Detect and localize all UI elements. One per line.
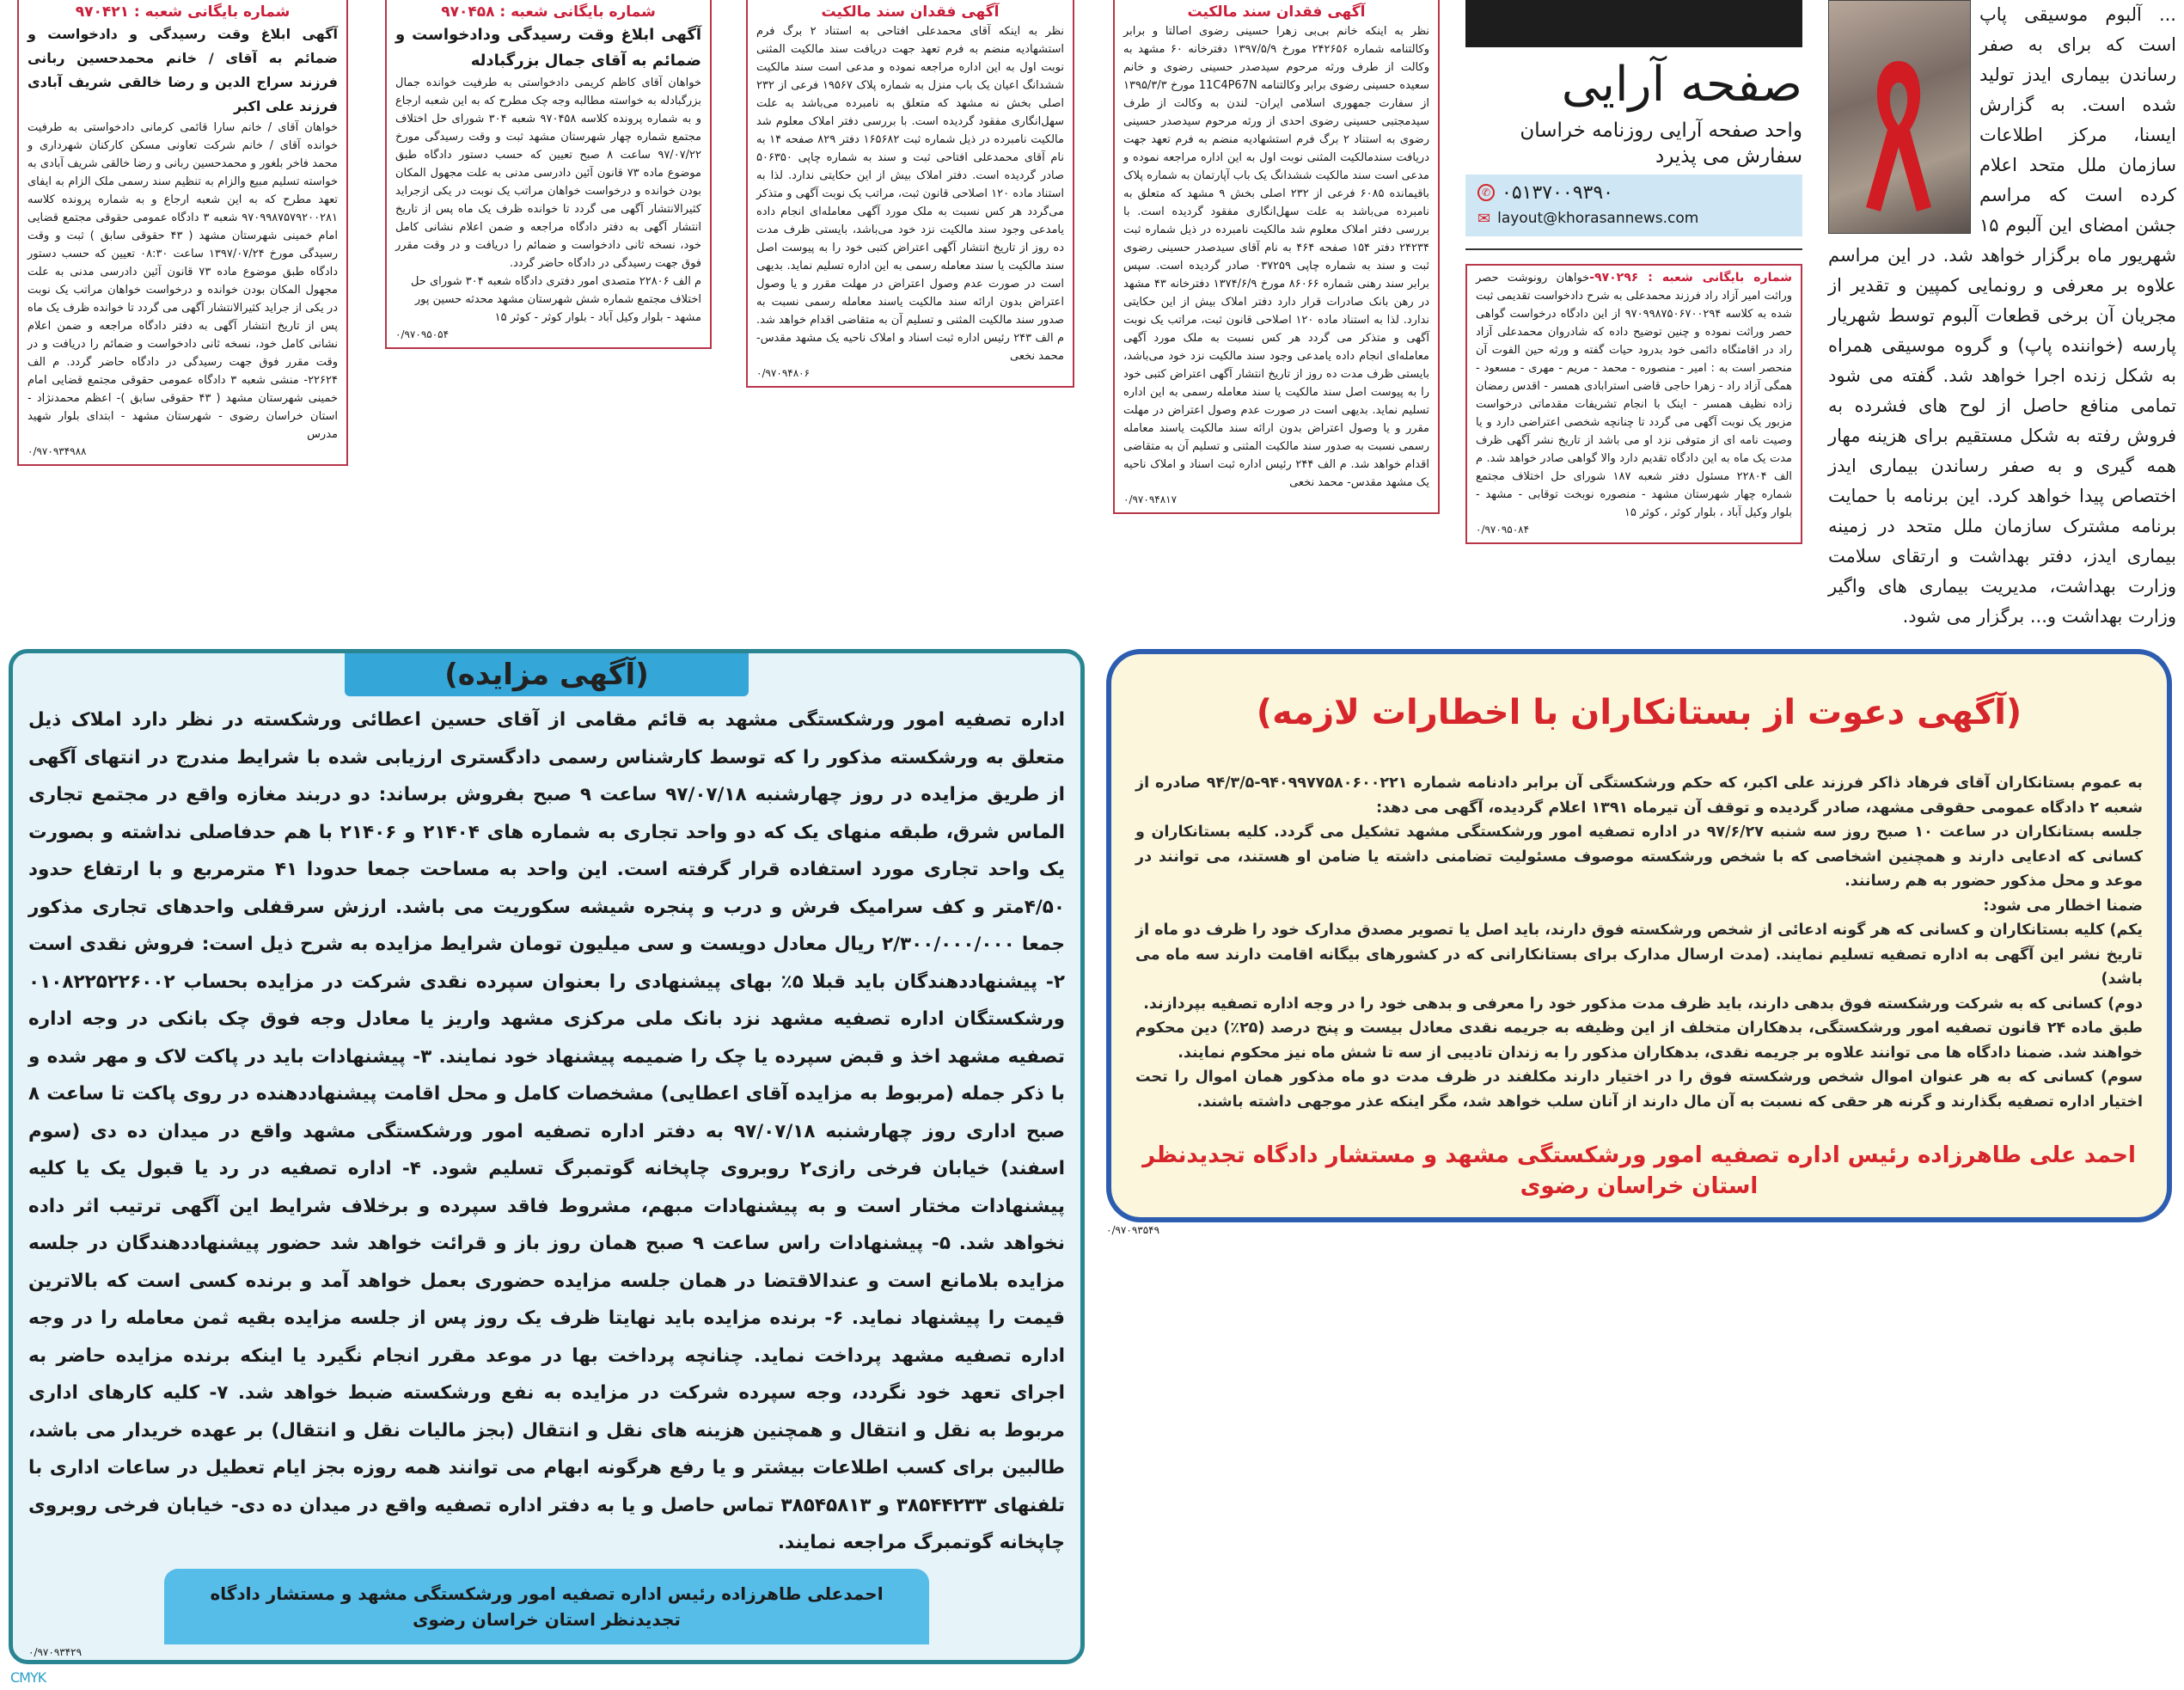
notice-header: شماره بایگانی شعبه : ۹۷۰۴۵۸ xyxy=(441,3,656,21)
notice-code: ۰/۹۷۰۹۵۰۸۴ xyxy=(1476,524,1530,536)
notice-body: خواهان رونوشت حصر وراثت امیر آزاد راد فرزند محمدعلی به شرح دادخواست تقدیمی ثبت شده به کلاسه ۹۷۰۹۹۸۷۵۰۶۷۰۰۲۹۴ از این دادگاه درخواست گواهی حصر وراثت نموده و چنین توضیح داده که شادروان محمدعلی آزاد راد در اقامتگاه دائمی خود بدرود حیات گفته و ورثه حین الفوت آن منحصر است به : امیر - منصوره - محمد - مریم - مهری - مسعود - همگی آزاد راد - زهرا حاجی قاضی استرابادی همسر - اقدس رمضان زاده نظیف همسر - اینک با انجام تشریفات مقدماتی درخواست مزبور یک نوبت آگهی می گردد تا چنانچه شخصی اعتراضی دارد و یا وصیت نامه ای از متوفی نزد او می باشد از تاریخ نشر آگهی ظرف مدت یک ماه به این دادگاه تقدیم دارد والا گواهی صادر خواهد شد. م الف ۲۲۸۰۴ مسئول دفتر شعبه ۱۸۷ شورای حل اختلاف مجتمع شماره چهار شهرستان مشهد - منصوره نوبخت توقابی - مشهد - بلوار وکیل آباد ، بلوار کوثر ، کوثر ۱۵ xyxy=(1476,272,1793,519)
creditors-invitation-notice xyxy=(1106,649,2172,1222)
aids-ribbon-photo xyxy=(1828,0,1971,234)
auction-signature: احمدعلی طاهرزاده رئیس اداره تصفیه امور ورشکستگی مشهد و مستشار دادگاه تجدیدنظر استان خراسان رضوی xyxy=(164,1569,929,1644)
phone-row xyxy=(1477,180,1790,205)
creditors-wrapper xyxy=(1106,649,2172,1238)
notice-code: ۰/۹۷۰۹۵۰۵۴ xyxy=(395,328,450,340)
promo-column xyxy=(1465,0,1802,544)
notice-code: ۰/۹۷۰۹۴۸۰۶ xyxy=(756,367,811,379)
promo-line-2: سفارش می پذیرد xyxy=(1655,145,1802,168)
creditors-body xyxy=(1135,771,2143,1114)
notice-code: ۰/۹۷۰۹۳۴۹۸۸ xyxy=(28,445,87,457)
auction-title: (آگهی مزایده) xyxy=(345,653,749,696)
legal-notice-970458 xyxy=(385,0,712,349)
notice-text xyxy=(1476,269,1792,522)
notice-body: نظر به اینکه آقای محمدعلی افتاحی به استناد ۲ برگ فرم استشهادیه منضم به فرم تعهد جهت دریافت سند مالکیت المثنی نوبت اول به این اداره مراجعه نموده و مدعی است سند مالکیت ششدانگ اعیان یک باب منزل به شماره پلاک ۱۹۵۶۷ فرعی از ۲۳۲ اصلی بخش نه مشهد که متعلق به نامبرده می‌باشد به علت سهل‌انگاری مفقود گردیده است. با بررسی دفتر املاک معلوم شد مالکیت نامبرده در ذیل شماره ثبت ۱۶۵۶۸۲ دفتر ۸۲۹ صفحه ۱۴ به نام آقای محمدعلی افتاحی ثبت و سند به شماره چاپی ۵۰۶۳۵۰ صادر گردیده است. دفتر املاک بیش از این حکایتی ندارد. لذا به استناد ماده ۱۲۰ اصلاحی قانون ثبت، مراتب یک نوبت آگهی و متذکر می‌گردد هر کس نسبت به ملک مورد آگهی معامله‌ای انجام داده یامدعی وجود سند مالکیت نزد خود می‌باشد، بایستی ظرف مدت ده روز از تاریخ انتشار آگهی اعتراض کتبی خود را به پیوست اصل سند مالکیت یا سند معامله رسمی به این اداره تسلیم نماید. بدیهی است در صورت عدم وصول اعتراض در مهلت مقرر و یا وصول اعتراض بدون ارائه سند مالکیت یاسند معامله رسمی نسبت به صدور سند مالکیت المثنی و تسلیم آن به متقاضی اقدام خواهد شد. م الف ۲۴۳ رئیس اداره ثبت اسناد و املاک ناحیه یک مشهد مقدس- محمد نخعی xyxy=(756,25,1065,363)
creditors-paragraph: سوم) کسانی که به هر عنوان اموال شخص ورشکسته فوق را در اختیار دارند مکلفند در ظرف مدت دو ماه مذکور همان اموال را تحت اختیار اداره تصفیه بگذارند و گرنه هر حقی که نسبت به آن مال دارند از آنان سلب خواهد شد، مگر اینکه عذر موجهی داشته باشند. xyxy=(1135,1068,2143,1111)
top-row xyxy=(0,0,2184,632)
promo-email[interactable]: layout@khorasannews.com xyxy=(1497,210,1699,227)
bottom-row xyxy=(0,632,2184,1664)
creditors-paragraph: طبق ماده ۲۴ قانون تصفیه امور ورشکستگی، بدهکاران متخلف از این وظیفه به جریمه نقدی معادل بیست و پنج درصد (۲۵٪) دین محکوم خواهند شد. ضمنا دادگاه ها می توانند علاوه بر جریمه نقدی، بدهکاران مذکور را به زندان تادیبی از سه تا شش ماه نیز محکوم نمایند. xyxy=(1135,1020,2143,1062)
promo-phone[interactable]: ۰۵۱۳۷۰۰۹۳۹۰ xyxy=(1502,181,1613,204)
creditors-paragraph: جلسه بستانکاران در ساعت ۱۰ صبح روز سه شنبه ۹۷/۶/۲۷ در اداره تصفیه امور ورشکستگی مشهد تشکیل می گردد. کلیه بستانکاران و کسانی که ادعایی دارند و همچنین اشخاصی که با شخص ورشکسته موصوف مسئولیت تضامنی داشته یا ضامن او هستند، می توانند در موعد و محل مذکور حضور به هم رسانند. xyxy=(1135,824,2143,890)
notice-header: آگهی فقدان سند مالکیت xyxy=(1187,3,1366,21)
creditors-paragraph: یکم) کلیه بستانکاران و کسانی که هر گونه ادعائی از شخص ورشکسته فوق دارند، باید اصل یا تصویر مصدق مدارک خود را ظرف دو ماه از تاریخ نشر این آگهی به اداره تصفیه تسلیم نمایند. (مدت ارسال مدارک برای بستانکارانی که در کشورهای بیگانه اقامت دارند سه ماه می باشد) xyxy=(1135,922,2143,988)
creditors-paragraph: به عموم بستانکاران آقای فرهاد ذاکر فرزند علی اکبر، که حکم ورشکستگی آن برابر دادنامه شماره ۹۴۰۹۹۷۷۵۸۰۶۰۰۲۲۱-۹۴/۳/۵ صادره از شعبه ۲ دادگاه عمومی حقوقی مشهد، صادر گردیده و توقف آن تیرماه ۱۳۹۱ اعلام گردیده، آگهی می دهد: xyxy=(1135,775,2143,817)
auction-body: اداره تصفیه امور ورشکستگی مشهد به قائم مقامی از آقای حسین اعطائی ورشکسته در نظر دارد املاک ذیل متعلق به ورشکسته مذکور را که توسط کارشناس رسمی دادگستری ارزیابی شده با شرایط مندرج در انتهای آگهی از طریق مزایده در روز چهارشنبه ۹۷/۰۷/۱۸ ساعت ۹ صبح بفروش برساند: دو دربند مغازه واقع در مجتمع تجاری الماس شرق، طبقه منهای یک که دو واحد تجاری به شماره های ۲۱۴۰۴ و ۲۱۴۰۶ با هم حدفاصلی نداشته و بصورت یک واحد تجاری مورد استفاده قرار گرفته است. این واحد به مساحت جمعا حدودا ۴۱ مترمربع و با ارتفاع حدود ۴/۵۰متر و کف سرامیک فرش و درب و پنجره شیشه سکوریت می باشد. ارزش سرقفلی واحدهای تجاری مذکور جمعا ۲/۳۰۰/۰۰۰/۰۰۰ ریال معادل دویست و سی میلیون تومان شرایط مزایده به شرح ذیل است: فروش نقدی است ۲- پیشنهاددهندگان باید قبلا ۵٪ بهای پیشنهادی را بعنوان سپرده نقدی شرکت در مزایده بحساب ۰۱۰۸۲۲۵۲۲۶۰۰۲ ورشکستگان اداره تصفیه مشهد نزد بانک ملی مرکزی مشهد واریز یا معادل وجه فوق چک بانکی در وجه اداره تصفیه مشهد اخذ و قبض سپرده یا چک را ضمیمه پیشنهاد خود نمایند. ۳- پیشنهادات باید در پاکت لاک و مهر شده و با ذکر جمله (مربوط به مزایده آقای اعطایی) مشخصات کامل و محل اقامت پیشنهاددهنده در روی پاکت تا ساعت ۸ صبح اداری روز چهارشنبه ۹۷/۰۷/۱۸ به دفتر اداره تصفیه امور ورشکستگی مشهد واقع در میدان ده دی (سوم اسفند) خیابان فرخی رازی۲ روبروی چاپخانه گوتمبرگ تسلیم شود. ۴- اداره تصفیه در رد یا قبول یک یا کلیه پیشنهادات مختار است و به پیشنهادات مبهم، مشروط فاقد سپرده و برخلاف شرایط این آگهی ترتیب اثر داده نخواهد شد. ۵- پیشنهادات راس ساعت ۹ صبح همان روز باز و قرائت خواهد شد حضور پیشنهاددهندگان در جلسه مزایده بلامانع است و عندالاقتضا در همان جلسه مزایده حضوری بعمل خواهد آمد و برنده کسی است که بالاترین قیمت را پیشنهاد نماید. ۶- برنده مزایده باید نهایتا ظرف یک روز پس از جلسه مزایده بقیه ثمن معامله را در وجه اداره تصفیه مشهد پرداخت نماید. چنانچه پرداخت بها در موعد مقرر انجام نگیرد یا اینکه برنده مزایده حاضر به اجرای تعهد خود نگردد، وجه سپرده شرکت در مزایده به نفع ورشکسته ضبط خواهد شد. ۷- کلیه کارهای اداری مربوط به نقل و انتقال و همچنین هزینه های نقل و انتقال (بجز مالیات نقل و انتقال) بر عهده خریدار می باشد، طالبین برای کسب اطلاعات بیشتر و یا رفع هرگونه ابهام می توانند همه روزه بجز ایام تعطیل در ساعات اداری با تلفنهای ۳۸۵۴۴۲۳۳ و ۳۸۵۴۵۸۱۳ تماس حاصل و یا به دفتر اداره تصفیه واقع در میدان ده دی- خیابان فرخی روبروی چاپخانه گوتمبرگ مراجعه نمایند. xyxy=(28,709,1066,1553)
creditors-paragraph: دوم) کسانی که به شرکت ورشکسته فوق بدهی دارند، باید ظرف مدت مذکور خود را معرفی و بدهی خود را در وجه اداره تصفیه بپردازند. xyxy=(1143,995,2143,1013)
notice-body: خواهان آقای کاظم کریمی دادخواستی به طرفیت خوانده جمال بزرگبادله به خواسته مطالبه وجه چک مطرح که به این شعبه ارجاع و به شماره پرونده کلاسه ۹۷۰۴۵۸ شعبه ۳۰۴ شورای حل اختلاف مجتمع شماره چهار شهرستان مشهد ثبت و وقت رسیدگی مورخ ۹۷/۰۷/۲۲ ساعت ۸ صبح تعیین که حسب دستور دادگاه طبق موضوع ماده ۷۳ قانون آئین دادرسی مدنی به علت مجهول المکان بودن خوانده و درخواست خواهان مراتب یک نوبت در یکی ازجراید کثیرالانتشار آگهی می گردد تا خوانده ظرف یک ماه پس از تاریخ انتشار آگهی به دفتر دادگاه مراجعه و ضمن اعلام نشانی کامل خود، نسخه ثانی دادخواست و ضمائم را دریافت و در وقت مقرر فوق جهت رسیدگی در دادگاه حاضر گردد. xyxy=(395,77,701,270)
phone-icon: ✆ xyxy=(1477,184,1495,201)
email-row xyxy=(1477,205,1790,231)
inheritance-notice-970296 xyxy=(1465,264,1802,544)
creditors-paragraph: ضمنا اخطار می شود: xyxy=(1983,897,2143,915)
promo-line-1: واحد صفحه آرایی روزنامه خراسان xyxy=(1520,119,1802,142)
notice-body: خواهان آقای / خانم سارا قائمی کرمانی دادخواستی به طرفیت خوانده آقای / خانم شرکت تعاونی مسکن کارکنان شهرداری و محمد فاخر بلغور و محمدحسین ربانی و رضا خالقی شریف آبادی به خواسته تسلیم مبیع والزام به تنظیم سند رسمی ملک الزام به ایفای تعهد مطرح که به این شعبه ارجاع و به شماره پرونده کلاسه ۹۷۰۹۹۸۷۵۷۹۲۰۰۲۸۱ شعبه ۳ دادگاه عمومی حقوقی مجتمع قضایی امام خمینی شهرستان مشهد ( ۴۳ حقوقی سابق ) ثبت و وقت رسیدگی مورخ ۱۳۹۷/۰۷/۲۴ ساعت ۰۸:۳۰ تعیین که حسب دستور دادگاه طبق موضوع ماده ۷۳ قانون آئین دادرسی مدنی به علت مجهول المکان بودن خوانده و درخواست خواهان مراتب یک نوبت در یکی از جراید کثیرالانتشار آگهی می گردد تا خوانده ظرف یک ماه پس از تاریخ انتشار آگهی به دفتر دادگاه مراجعه و ضمن اعلام نشانی کامل خود، نسخه ثانی دادخواست و ضمائم را دریافت و در وقت مقرر فوق جهت رسیدگی در دادگاه حاضر گردد. م الف ۲۲۶۲۴- منشی شعبه ۳ دادگاه عمومی حقوقی مجتمع قضایی امام خمینی شهرستان مشهد ( ۴۳ حقوقی سابق )- اعظم محمدنژاد - استان خراسان رضوی - شهرستان مشهد - ابتدای بلوار شهید مدرس xyxy=(28,121,339,441)
legal-notice-970421 xyxy=(17,0,348,466)
notice-header: شماره بایگانی شعبه : ۹۷۰۲۹۶- xyxy=(1589,271,1792,285)
notice-header: آگهی فقدان سند مالکیت xyxy=(821,3,1000,21)
creditors-signature: احمد علی طاهرزاده رئیس اداره تصفیه امور ورشکستگی مشهد و مستشار دادگاه تجدیدنظر استان خراسان رضوی xyxy=(1142,1142,2136,1199)
notice-code: ۰/۹۷۰۹۴۸۱۷ xyxy=(1123,493,1178,505)
auction-notice xyxy=(9,649,1085,1664)
divider xyxy=(1465,248,1802,250)
black-banner xyxy=(1465,0,1802,47)
article-side-text: ... آلبوم موسیقی پاپ است که برای به صفر رساندن بیماری ایدز تولید شده است. به گزارش ایسنا، مرکز اطلاعات سازمان ملل متحد اعلام کرده است که مراسم جشن امضای این آلبوم ۱۵ شهریور ماه برگزار خواهد xyxy=(1979,4,2176,266)
notice-header: شماره بایگانی شعبه : ۹۷۰۴۲۱ xyxy=(75,3,291,21)
creditors-code: ۰/۹۷۰۹۳۵۴۹ xyxy=(1106,1224,1160,1236)
cmyk-print-mark: CMYK xyxy=(10,1669,46,1686)
notice-body: نظر به اینکه خانم بی‌بی زهرا حسینی رضوی اصالتا و برابر وکالتنامه شماره ۲۴۲۶۵۶ مورخ ۱۳۹۷/۵/۹ دفترخانه ۶۰ مشهد به وکالت از طرف ورثه مرحوم سیدصدر حسینی رضوی و خانم سعیده حسینی رضوی برابر وکالتنامه 11C4P67N مورخ ۱۳۹۵/۳/۳ از سفارت جمهوری اسلامی ایران- لندن به وکالت از طرف سیدمجتبی حسینی رضوی احدی از ورثه مرحوم سیدصدر حسینی رضوی به استناد ۲ برگ فرم استشهادیه منضم به فرم تعهد جهت دریافت سندمالکیت المثنی نوبت اول به این اداره مراجعه نموده و مدعی است سند مالکیت ششدانگ یک باب آپارتمان به شماره پلاک باقیمانده ۶۰۸۵ فرعی از ۲۳۲ اصلی بخش ۹ مشهد که متعلق به نامبرده می‌باشد به علت سهل‌انگاری مفقود گردیده است. با بررسی دفتر املاک معلوم شد مالکیت نامبرده در ذیل شماره ثبت ۲۴۲۳۴ دفتر ۱۵۴ صفحه ۴۶۴ به نام آقای سیدصدر حسینی رضوی ثبت و سند به شماره چاپی ۰۳۷۲۵۹ صادر گردیده است. سپس برابر سند رهنی شماره ۸۶۰۶۶ مورخ ۱۳۷۴/۶/۹ دفترخانه ۴۳ مشهد در رهن بانک صادرات قرار دارد دفتر املاک بیش از این حکایتی ندارد. لذا به استناد ماده ۱۲۰ اصلاحی قانون ثبت، مراتب یک نوبت آگهی و متذکر می گردد هر کس نسبت به ملک مورد آگهی معامله‌ای انجام داده یامدعی وجود سند مالکیت نزد خود می‌باشد، بایستی ظرف مدت ده روز از تاریخ انتشار آگهی اعتراض کتبی خود را به پیوست اصل سند مالکیت یا سند معامله رسمی به این اداره تسلیم نماید. بدیهی است در صورت عدم وصول اعتراض در مهلت مقرر و یا وصول اعتراض بدون ارائه سند مالکیت یاسند معامله رسمی نسبت به صدور سند مالکیت المثنی و تسلیم آن به متقاضی اقدام خواهد شد. م الف ۲۴۴ رئیس اداره ثبت اسناد و املاک ناحیه یک مشهد مقدس- محمد نخعی xyxy=(1123,25,1430,489)
creditors-title: (آگهی دعوت از بستانکاران با اخطارات لازمه) xyxy=(1256,693,2022,732)
article-body: شد. در این مراسم علاوه بر معرفی و رونمایی کمپین و تقدیر از مجریان آن برخی قطعات آلبوم توسط شهریار پارسه (خواننده پاپ) و گروه موسیقی همراه به شکل زنده اجرا خواهد شد. گفته می شود تمامی منافع حاصل از لوح های فشرده به فروش رفته به شکل مستقیم برای هزینه مهار همه گیری و به صفر رساندن بیماری ایدز اختصاص پیدا خواهد کرد. این برنامه با حمایت برنامه مشترک سازمان ملل متحد در زمینه بیماری ایدز، دفتر بهداشت و ارتقای سلامت وزارت بهداشت، مدیریت بیماری های واگیر وزارت بهداشت و... برگزار می شود. xyxy=(1828,245,2176,627)
auction-code: ۰/۹۷۰۹۳۴۲۹ xyxy=(28,1645,83,1658)
promo-title: صفحه آرایی xyxy=(1561,57,1802,113)
lost-deed-notice-1 xyxy=(746,0,1074,388)
article-column xyxy=(1828,0,2176,632)
promo-contact-box xyxy=(1465,175,1802,236)
red-ribbon-icon xyxy=(1828,1,1970,234)
notice-title: آگهی ابلاغ وقت رسیدگی ودادخواست و ضمائم به آقای جمال بزرگبادله xyxy=(395,26,701,70)
envelope-icon: ✉ xyxy=(1477,209,1491,228)
notice-signature: م الف ۲۲۸۰۶ متصدی امور دفتری دادگاه شعبه ۳۰۴ شورای حل اختلاف مجتمع شماره شش شهرستان مشهد محدثه حسین پور مشهد - بلوار وکیل آباد - بلوار کوثر - کوثر ۱۵ xyxy=(410,275,701,324)
lost-deed-notice-2 xyxy=(1113,0,1440,514)
notice-title: آگهی ابلاغ وقت رسیدگی و دادخواست و ضمائم به آقای / خانم محمدحسین ربانی فرزند سراج الدین و رضا خالقی شریف آبادی فرزند علی اکبر xyxy=(28,26,338,114)
